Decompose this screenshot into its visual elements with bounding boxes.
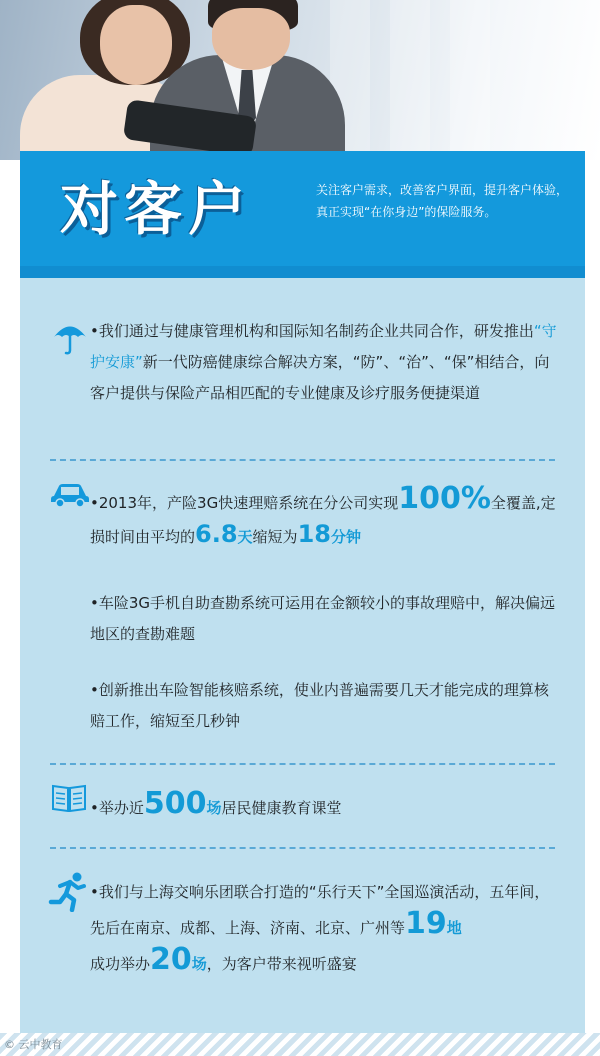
- watermark: © 云中教育: [4, 1038, 63, 1051]
- smart-claims-paragraph: •创新推出车险智能核赔系统，使业内普遍需要几天才能完成的理算核赔工作，缩短至几秒钟: [90, 681, 549, 730]
- footer-stripes: [0, 1033, 600, 1056]
- umbrella-icon: [52, 320, 88, 356]
- shows-figure: 20: [150, 942, 192, 977]
- section-divider: [50, 763, 555, 765]
- education-paragraph: •举办近500场居民健康教育课堂: [90, 786, 342, 821]
- title-banner: [20, 151, 585, 278]
- cities-figure: 19: [405, 906, 447, 941]
- minutes-figure: 18: [297, 520, 331, 548]
- content-panel: [20, 278, 585, 1033]
- runner-icon: [48, 872, 90, 912]
- car-icon: [50, 482, 90, 508]
- mobile-survey-paragraph: •车险3G手机自助查勘系统可运用在金额较小的事故理赔中，解决偏远地区的查勘难题: [90, 594, 556, 643]
- book-icon: [52, 784, 86, 812]
- claims-paragraph: •2013年，产险3G快速理赔系统在分公司实现100%全覆盖,定损时间由平均的6.8天缩短为18分钟: [90, 481, 556, 548]
- title-description: 关注客户需求，改善客户界面，提升客户体验，真正实现“在你身边”的保险服务。: [316, 183, 569, 219]
- average-days-figure: 6.8: [195, 520, 238, 548]
- section-divider: [50, 459, 555, 461]
- page-title: 对客户: [60, 175, 253, 243]
- product-highlight: “守护安康”: [90, 322, 557, 371]
- hero-photo: [0, 0, 600, 160]
- coverage-figure: 100%: [398, 481, 491, 516]
- section-divider: [50, 847, 555, 849]
- classes-figure: 500: [143, 786, 207, 821]
- concert-paragraph: •我们与上海交响乐团联合打造的“乐行天下”全国巡演活动，五年间，先后在南京、成都、上海、济南、北京、广州等19地 成功举办20场，为客户带来视听盛宴: [90, 883, 550, 977]
- health-paragraph: •我们通过与健康管理机构和国际知名制药企业共同合作，研发推出“守护安康”新一代防癌健康综合解决方案，“防”、“治”、“保”相结合，向客户提供与保险产品相匹配的专业健康及诊疗服务便捷渠道: [90, 322, 557, 402]
